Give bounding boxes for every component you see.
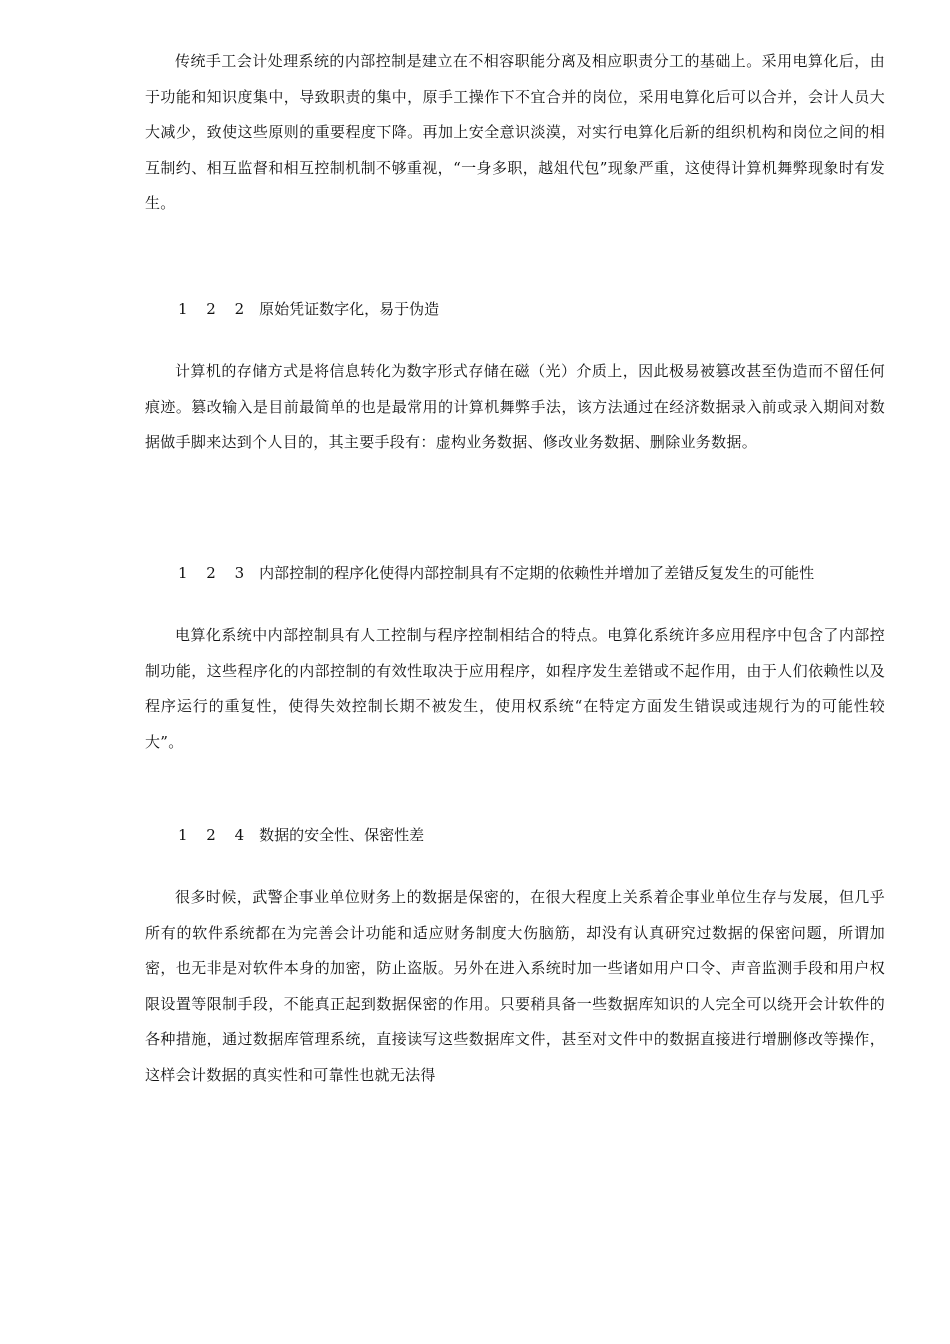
paragraph-digital-vouchers: 计算机的存储方式是将信息转化为数字形式存储在磁（光）介质上，因此极易被篡改甚至伪造而不留任何痕迹。篡改输入是目前最简单的也是最常用的计算机舞弊手法，该方法通过在经济数据录入前或录入期间对数据做手脚来达到个人目的，其主要手段有：虚构业务数据、修改业务数据、删除业务数据。 bbox=[145, 362, 885, 451]
section-title: 数据的安全性、保密性差 bbox=[259, 826, 425, 844]
section-number: 1 2 2 bbox=[178, 300, 252, 318]
section-title: 内部控制的程序化使得内部控制具有不定期的依赖性并增加了差错反复发生的可能性 bbox=[259, 564, 815, 582]
section-number: 1 2 3 bbox=[178, 564, 252, 582]
paragraph-data-security: 很多时候，武警企事业单位财务上的数据是保密的，在很大程度上关系着企事业单位生存与发展，但几乎所有的软件系统都在为完善会计功能和适应财务制度大伤脑筋，却没有认真研究过数据的保密问题，所谓加密，也无非是对软件本身的加密，防止盗版。另外在进入系统时加一些诸如用户口令、声音监测手段和用户权限设置等限制手段，不能真正起到数据保密的作用。只要稍具备一些数据库知识的人完全可以绕开会计软件的各种措施，通过数据库管理系统，直接读写这些数据库文件，甚至对文件中的数据直接进行增删修改等操作，这样会计数据的真实性和可靠性也就无法得 bbox=[145, 888, 885, 1084]
paragraph-programmed-control: 电算化系统中内部控制具有人工控制与程序控制相结合的特点。电算化系统许多应用程序中包含了内部控制功能，这些程序化的内部控制的有效性取决于应用程序，如程序发生差错或不起作用，由于人们依赖性以及程序运行的重复性，使得失效控制长期不被发生，使用权系统“在特定方面发生错误或违规行为的可能性较大”。 bbox=[145, 626, 885, 751]
paragraph-internal-control: 传统手工会计处理系统的内部控制是建立在不相容职能分离及相应职责分工的基础上。采用电算化后，由于功能和知识度集中，导致职责的集中，原手工操作下不宜合并的岗位，采用电算化后可以合并，会计人员大大减少，致使这些原则的重要程度下降。再加上安全意识淡漠，对实行电算化后新的组织机构和岗位之间的相互制约、相互监督和相互控制机制不够重视，“一身多职，越俎代包”现象严重，这使得计算机舞弊现象时有发生。 bbox=[145, 52, 885, 212]
section-heading-1-2-3 bbox=[178, 556, 814, 592]
section-heading-1-2-2 bbox=[178, 292, 439, 328]
section-title: 原始凭证数字化，易于伪造 bbox=[259, 300, 440, 318]
section-heading-1-2-4 bbox=[178, 818, 424, 854]
section-number: 1 2 4 bbox=[178, 826, 252, 844]
